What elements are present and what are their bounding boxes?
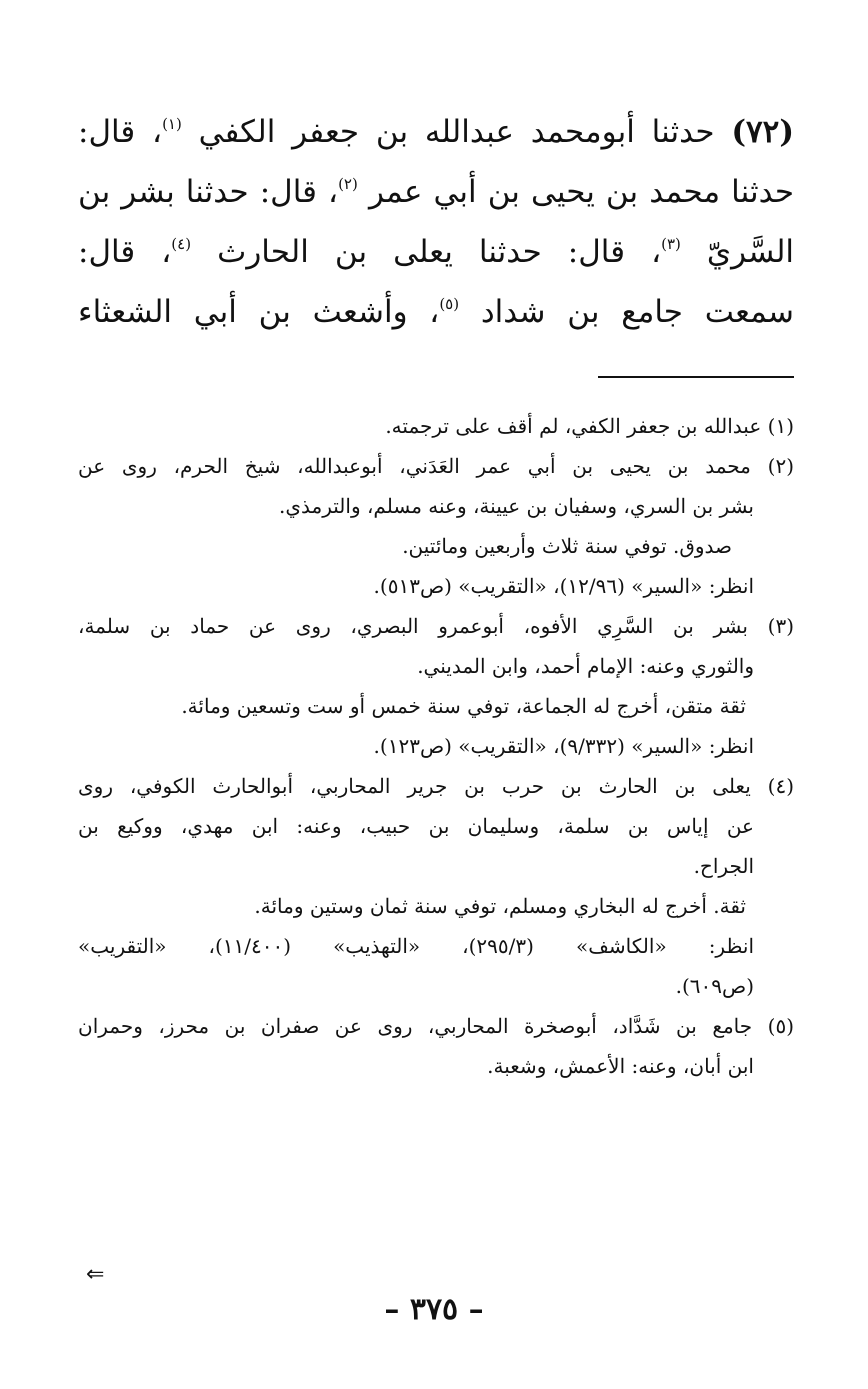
footnote-3-line-1: (٣) بشر بن السَّرِي الأفوه، أبوعمرو البصري، روى عن حماد بن سلمة، — [78, 614, 794, 638]
footnote-2-line-2: بشر بن السري، وسفيان بن عيينة، وعنه مسلم، والترمذي. — [279, 494, 754, 518]
footnotes — [78, 406, 794, 1086]
hadith-number: (٧٢) — [731, 114, 794, 150]
footnote-5-line-2: ابن أبان، وعنه: الأعمش، وشعبة. — [487, 1054, 754, 1078]
main-text — [78, 102, 794, 342]
page-number: – ٣٧٥ – — [384, 1292, 484, 1327]
footnote-3-line-4: انظر: «السير» (٩/٣٣٢)، «التقريب» (ص١٢٣). — [373, 734, 754, 758]
main-line-3: السَّريّ $^{(٣)}$، قال: حدثنا يعلى بن الحارث $^{(٤)}$، قال: — [78, 234, 794, 270]
footnote-2-line-3: صدوق. توفي سنة ثلاث وأربعين ومائتين. — [402, 534, 732, 558]
main-line-1: (٧٢) حدثنا أبومحمد عبدالله بن جعفر الكفي $^{(١)}$، قال: — [78, 114, 794, 150]
footnote-4-line-3: الجراح. — [693, 854, 754, 878]
footnote-ref-5[interactable]: (٥) — [439, 295, 460, 313]
footnote-2-line-1: (٢) محمد بن يحيى بن أبي عمر العَدَني، أبوعبدالله، شيخ الحرم، روى عن — [78, 454, 794, 478]
footnote-3-line-2: والثوري وعنه: الإمام أحمد، وابن المديني. — [417, 654, 754, 678]
footnote-1: (١) عبدالله بن جعفر الكفي، لم أقف على ترجمته. — [385, 414, 794, 438]
footnote-4-line-6: (ص٦٠٩). — [675, 974, 754, 998]
continuation-arrow-icon: ⇐ — [86, 1262, 105, 1287]
footnote-2-line-4: انظر: «السير» (١٢/٩٦)، «التقريب» (ص٥١٣). — [373, 574, 754, 598]
footnote-ref-3[interactable]: (٣) — [661, 235, 681, 253]
footnote-ref-1[interactable]: (١) — [162, 115, 182, 133]
footnote-3-line-3: ثقة متقن، أخرج له الجماعة، توفي سنة خمس أو ست وتسعين ومائة. — [181, 694, 746, 718]
footnote-divider — [598, 376, 794, 378]
main-line-2: حدثنا محمد بن يحيى بن أبي عمر $^{(٢)}$، قال: حدثنا بشر بن — [78, 174, 794, 210]
footnote-4-line-4: ثقة. أخرج له البخاري ومسلم، توفي سنة ثمان وستين ومائة. — [254, 894, 746, 918]
footnote-ref-2[interactable]: (٢) — [338, 175, 358, 193]
footnote-4-line-5: انظر: «الكاشف» (٢٩٥/٣)، «التهذيب» (١١/٤٠٠)، «التقريب» — [78, 934, 754, 958]
footnote-5-line-1: (٥) جامع بن شَدَّاد، أبوصخرة المحاربي، روى عن صفران بن محرز، وحمران — [78, 1014, 794, 1038]
footnote-ref-4[interactable]: (٤) — [171, 235, 192, 253]
footnote-4-line-2: عن إياس بن سلمة، وسليمان بن حبيب، وعنه: ابن مهدي، ووكيع بن — [78, 814, 754, 838]
footnote-4-line-1: (٤) يعلى بن الحارث بن حرب بن جرير المحاربي، أبوالحارث الكوفي، روى — [78, 774, 794, 798]
main-line-4: سمعت جامع بن شداد $^{(٥)}$، وأشعث بن أبي الشعثاء — [78, 294, 794, 330]
